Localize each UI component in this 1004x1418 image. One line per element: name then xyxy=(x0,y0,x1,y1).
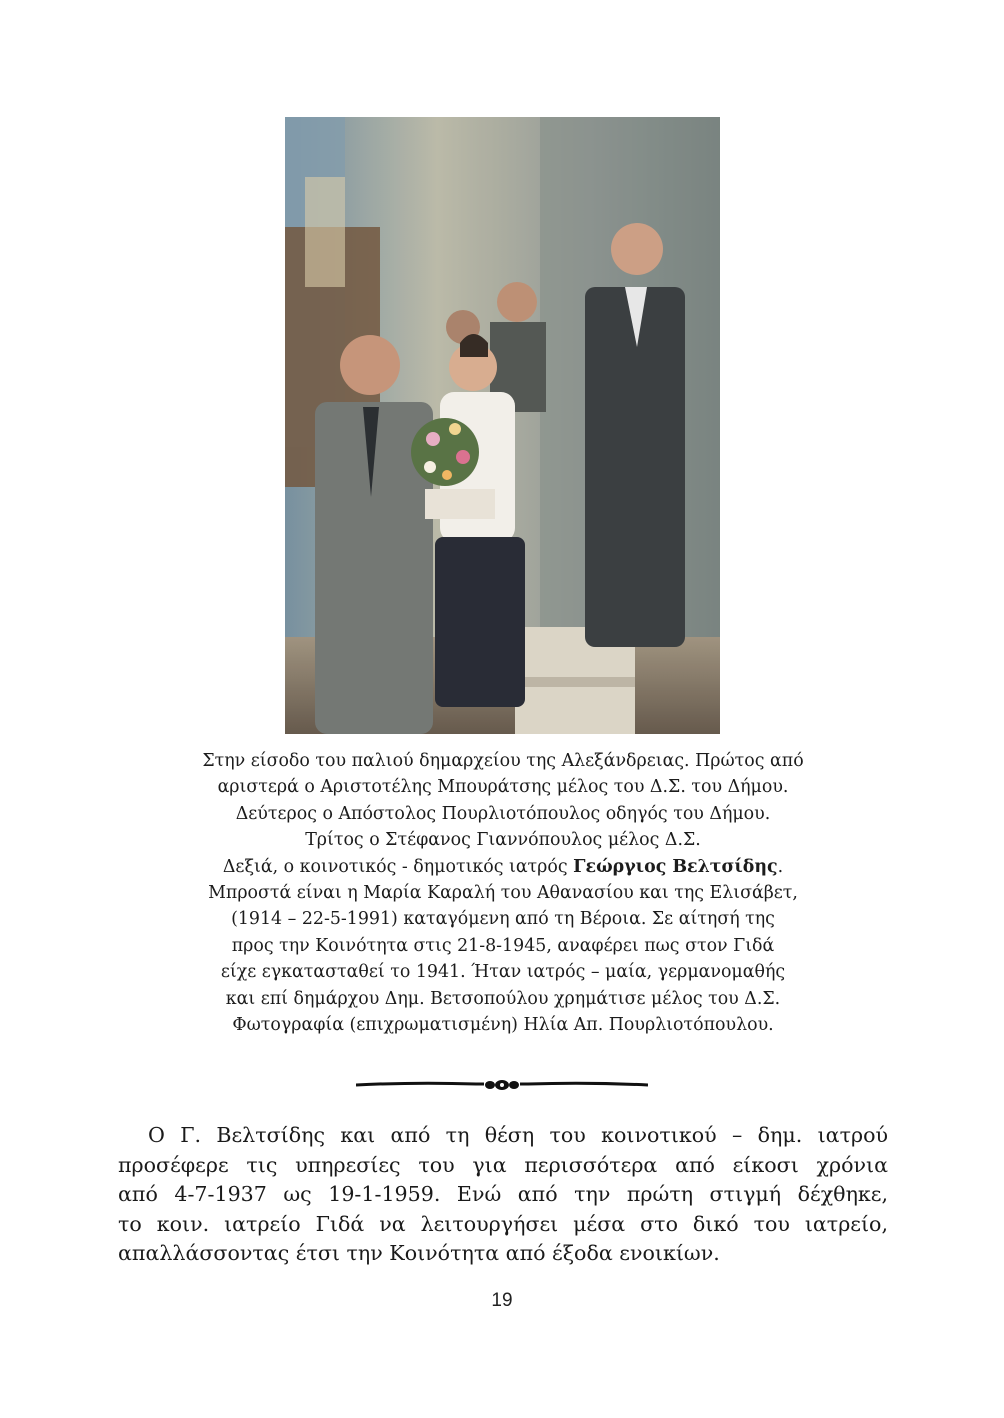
caption-line: Φωτογραφία (επιχρωματισμένη) Ηλία Απ. Πουρλιοτόπουλου. xyxy=(232,1015,774,1036)
photo-caption xyxy=(120,748,886,1038)
caption-line: Δεύτερος ο Απόστολος Πουρλιοτόπουλος οδηγός του Δήμου. xyxy=(235,803,771,824)
caption-line: (1914 – 22-5-1991) καταγόμενη από τη Βέροια. Σε αίτησή της xyxy=(231,909,775,930)
doctor-name: Γεώργιος Βελτσίδης xyxy=(573,856,778,877)
caption-line: αριστερά ο Αριστοτέλης Μπουράτσης μέλος του Δ.Σ. του Δήμου. xyxy=(217,777,789,798)
caption-line: Τρίτος ο Στέφανος Γιαννόπουλος μέλος Δ.Σ. xyxy=(305,830,701,851)
ornamental-divider-icon xyxy=(356,1077,648,1093)
page-number: 19 xyxy=(491,1290,513,1311)
caption-text: . xyxy=(777,856,784,877)
photo-group-portrait-icon xyxy=(285,117,720,734)
body-paragraph xyxy=(118,1121,888,1269)
paragraph-line: απαλλάσσοντας έτσι την Κοινότητα από έξοδα ενοικίων. xyxy=(118,1241,720,1266)
caption-line: Στην είσοδο του παλιού δημαρχείου της Αλεξάνδρειας. Πρώτος από xyxy=(202,751,804,771)
caption-line: Μπροστά είναι η Μαρία Καραλή του Αθανασίου και της Ελισάβετ, xyxy=(208,883,798,904)
paragraph-line: το κοιν. ιατρείο Γιδά να λειτουργήσει μέσα στο δικό του ιατρείο, xyxy=(118,1211,888,1236)
caption-line: προς την Κοινότητα στις 21-8-1945, αναφέρει πως στον Γιδά xyxy=(231,935,775,956)
paragraph-line: Ο Γ. Βελτσίδης και από τη θέση του κοινοτικού – δημ. ιατρού xyxy=(148,1123,888,1147)
caption-line: είχε εγκατασταθεί το 1941. Ήταν ιατρός – μαία, γερμανομαθής xyxy=(220,962,786,983)
caption-line: και επί δημάρχου Δημ. Βετσοπούλου χρημάτισε μέλος του Δ.Σ. xyxy=(225,988,781,1009)
group-photograph xyxy=(285,117,720,734)
caption-line-doctor xyxy=(120,854,886,880)
paragraph-line: προσέφερε τις υπηρεσίες του για περισσότερα από είκοσι χρόνια xyxy=(118,1152,888,1177)
paragraph-line: από 4-7-1937 ως 19-1-1959. Ενώ από την πρώτη στιγμή δέχθηκε, xyxy=(118,1182,888,1207)
caption-text: Δεξιά, ο κοινοτικός - δημοτικός ιατρός xyxy=(222,856,574,877)
